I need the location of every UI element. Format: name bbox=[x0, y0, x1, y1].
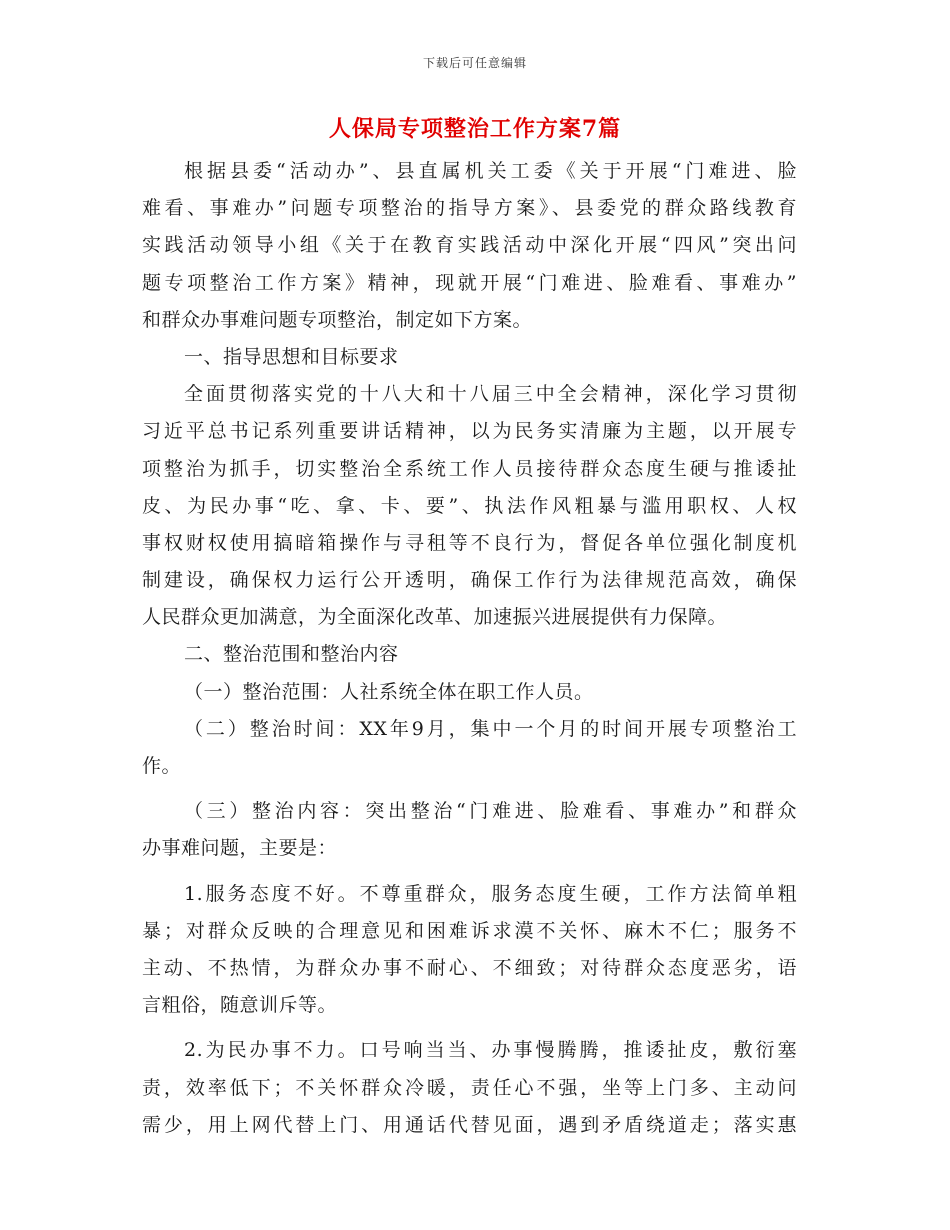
body-line: （一）整治范围：人社系统全体在职工作人员。 bbox=[184, 680, 594, 703]
body-line: 难看、事难办”问题专项整治的指导方案》、县委党的群众路线教育 bbox=[142, 197, 797, 220]
body-line: 人民群众更加满意，为全面深化改革、加速振兴进展提供有力保障。 bbox=[142, 606, 728, 629]
body-line: 主动、不热情，为群众办事不耐心、不细致；对待群众态度恶劣，语 bbox=[142, 956, 797, 979]
body-line: 皮、为民办事“吃、拿、卡、要”、执法作风粗暴与滥用职权、人权 bbox=[142, 494, 797, 517]
section-heading: 二、整治范围和整治内容 bbox=[184, 643, 399, 666]
body-line: 全面贯彻落实党的十八大和十八届三中全会精神，深化学习贯彻 bbox=[184, 383, 797, 406]
body-line: 题专项整治工作方案》精神，现就开展“门难进、脸难看、事难办” bbox=[142, 271, 797, 294]
body-line: 2.为民办事不力。口号响当当、办事慢腾腾，推诿扯皮，敷衍塞 bbox=[184, 1039, 797, 1062]
body-line: 需少，用上网代替上门、用通话代替见面，遇到矛盾绕道走；落实惠 bbox=[142, 1113, 797, 1136]
body-line: 办事难问题，主要是： bbox=[142, 837, 338, 860]
body-line: 事权财权使用搞暗箱操作与寻租等不良行为，督促各单位强化制度机 bbox=[142, 531, 797, 554]
body-line: 作。 bbox=[142, 755, 182, 777]
document-title: 人保局专项整治工作方案7篇 bbox=[328, 116, 622, 142]
body-line: 根据县委“活动办”、县直属机关工委《关于开展“门难进、脸 bbox=[184, 160, 797, 182]
body-line: 责，效率低下；不关怀群众冷暖，责任心不强，坐等上门多、主动问 bbox=[142, 1076, 797, 1099]
body-line: 项整治为抓手，切实整治全系统工作人员接待群众态度生硬与推诿扯 bbox=[142, 457, 797, 480]
body-line: 制建设，确保权力运行公开透明，确保工作行为法律规范高效，确保 bbox=[142, 569, 797, 592]
body-line: 和群众办事难问题专项整治，制定如下方案。 bbox=[142, 308, 533, 331]
body-line: 实践活动领导小组《关于在教育实践活动中深化开展“四风”突出问 bbox=[142, 234, 797, 257]
document-body bbox=[142, 153, 797, 1144]
header-note: 下载后可任意编辑 bbox=[422, 56, 527, 70]
body-line: 习近平总书记系列重要讲话精神，以为民务实清廉为主题，以开展专 bbox=[142, 420, 797, 443]
body-line: 暴；对群众反映的合理意见和困难诉求漠不关怀、麻木不仁；服务不 bbox=[142, 919, 797, 942]
body-line: （二）整治时间：XX年9月，集中一个月的时间开展专项整治工 bbox=[184, 717, 797, 740]
body-line: 1.服务态度不好。不尊重群众，服务态度生硬，工作方法简单粗 bbox=[184, 882, 797, 905]
body-line: 言粗俗，随意训斥等。 bbox=[142, 994, 338, 1017]
section-heading: 一、指导思想和目标要求 bbox=[184, 345, 399, 368]
body-line: （三）整治内容：突出整治“门难进、脸难看、事难办”和群众 bbox=[184, 800, 797, 823]
